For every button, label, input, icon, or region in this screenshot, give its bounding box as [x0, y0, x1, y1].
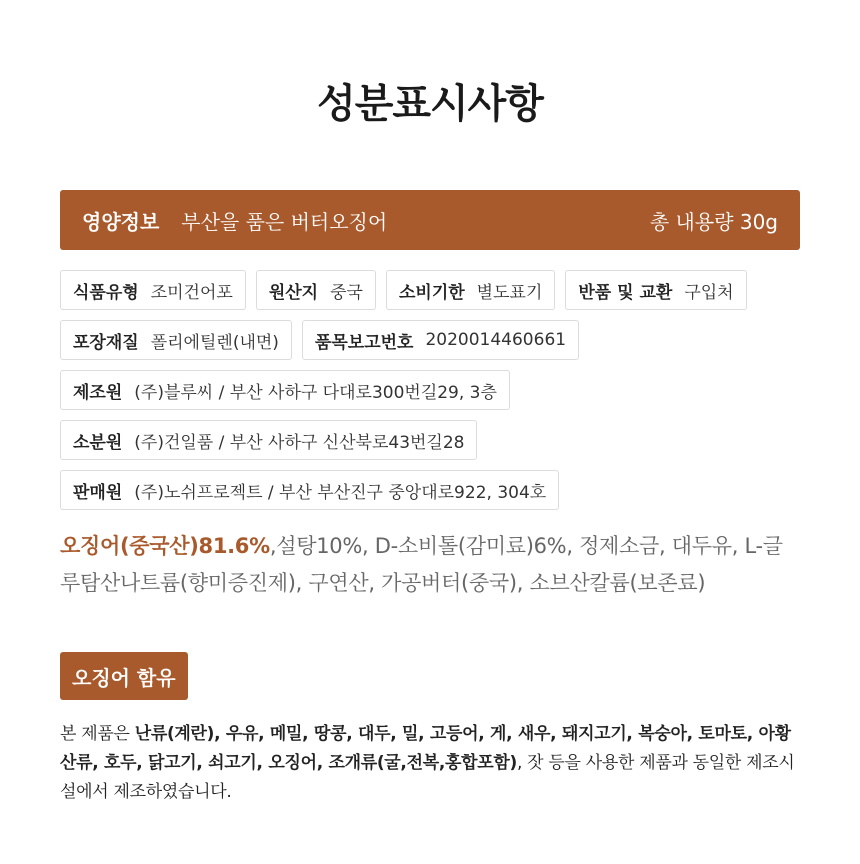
allergen-badge: 오징어 함유 [60, 652, 188, 700]
allergy-suffix: , 잣 등을 사용한 제품과 동일한 제조시설에서 제조하였습니다. [60, 753, 795, 802]
chip-value: 별도표기 [476, 282, 543, 303]
chip-key: 판매원 [73, 482, 123, 503]
info-row-1 [60, 270, 800, 310]
chip-value: 구입처 [684, 282, 734, 303]
chip-value: 폴리에틸렌(내면) [150, 332, 279, 353]
info-row-3 [60, 370, 800, 410]
chip-key: 제조원 [73, 382, 123, 403]
nutrition-header-bar [60, 190, 800, 250]
chip-value: (주)노쉬프로젝트 / 부산 부산진구 중앙대로922, 304호 [134, 482, 547, 503]
report-number-chip [302, 320, 579, 360]
ingredients-rest: ,설탕10%, D-소비톨(감미료)6%, 정제소금, 대두유, L-글루탐산나트륨(향미증진제), 구연산, 가공버터(중국), 소브산칼륨(보존료) [60, 534, 783, 595]
allergy-notice [60, 720, 800, 807]
info-row-4 [60, 420, 800, 460]
chip-key: 소비기한 [398, 282, 465, 303]
nutrition-label: 영양정보 [82, 209, 160, 234]
chip-key: 반품 및 교환 [578, 282, 673, 303]
total-content: 총 내용량 30g [649, 209, 778, 234]
origin-chip [256, 270, 376, 310]
info-row-5 [60, 470, 800, 510]
distributor-chip [60, 420, 477, 460]
chip-key: 소분원 [73, 432, 123, 453]
chip-value: (주)건일품 / 부산 사하구 신산북로43번길28 [134, 432, 465, 453]
info-row-2 [60, 320, 800, 360]
allergy-prefix: 본 제품은 [60, 724, 135, 744]
ingredients-highlight: 오징어(중국산)81.6% [60, 534, 270, 558]
product-name: 부산을 품은 버터오징어 [181, 209, 388, 234]
chip-key: 식품유형 [73, 282, 139, 303]
page-title: 성분표시사항 [317, 81, 543, 127]
chip-value: 중국 [330, 282, 363, 303]
chip-value: (주)블루씨 / 부산 사하구 다대로300번길29, 3층 [134, 382, 497, 403]
manufacturer-chip [60, 370, 510, 410]
return-exchange-chip [565, 270, 746, 310]
chip-key: 원산지 [268, 282, 319, 303]
chip-key: 포장재질 [73, 332, 139, 353]
chip-value: 2020014460661 [425, 330, 567, 350]
seller-chip [60, 470, 559, 510]
food-type-chip [60, 270, 246, 310]
ingredients-text [60, 528, 800, 602]
allergy-items: 난류(계란), 우유, 메밀, 땅콩, 대두, 밀, 고등어, 게, 새우, 돼지고기, 복숭아, 토마토, 아황산류, 호두, 닭고기, 쇠고기, 오징어, 조개류(굴,전복,홍합포함) [60, 724, 791, 773]
packaging-chip [60, 320, 292, 360]
expiry-chip [386, 270, 555, 310]
chip-value: 조미건어포 [150, 282, 233, 303]
chip-key: 품목보고번호 [314, 332, 414, 353]
